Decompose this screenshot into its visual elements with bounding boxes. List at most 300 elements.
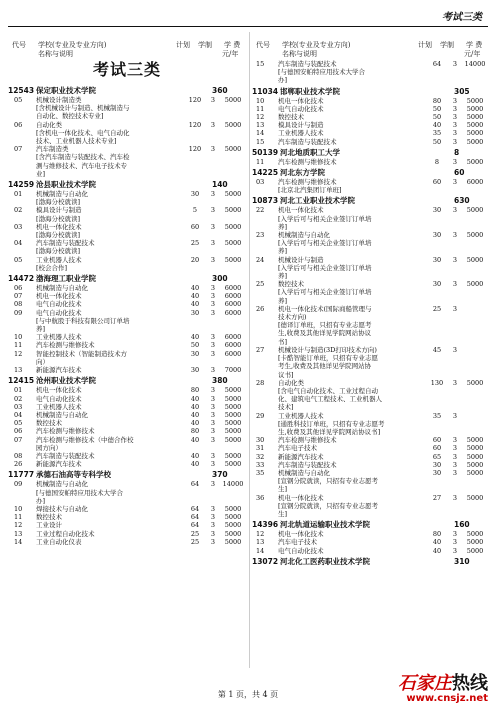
- right-list: [252, 60, 488, 567]
- major-line: [含电气自动化技术、工业过程自动: [278, 386, 379, 395]
- major-line: 机械制造与自动化: [278, 231, 330, 240]
- major-row: [8, 452, 246, 460]
- major-line: [入学后可与相关企业签订订单培: [278, 214, 372, 223]
- major-line: [渤海分校就读]: [36, 247, 81, 256]
- major-plan: 40: [432, 121, 442, 130]
- major-name: [36, 505, 184, 513]
- major-years: 3: [452, 468, 458, 477]
- major-name: [36, 395, 184, 403]
- school-code: 13072: [252, 556, 279, 566]
- major-plan: 50: [432, 104, 442, 113]
- major-name: [36, 427, 184, 435]
- major-line: 养]: [278, 272, 288, 281]
- major-code: 14: [14, 537, 23, 546]
- major-plan: 40: [432, 538, 442, 547]
- major-plan: 60: [190, 222, 200, 231]
- major-line: 园方向）: [36, 443, 62, 452]
- major-plan: 30: [432, 280, 442, 289]
- major-years: 3: [210, 386, 216, 395]
- col-plan: 计划: [176, 41, 190, 49]
- major-row: [252, 113, 488, 121]
- watermark-part1: 石家庄: [398, 673, 452, 694]
- major-row: [252, 231, 488, 256]
- major-line: 工业机器人技术: [36, 402, 82, 411]
- major-code: 10: [14, 333, 23, 342]
- major-row: [8, 190, 246, 206]
- major-code: 02: [14, 394, 23, 403]
- major-code: 09: [14, 480, 23, 489]
- major-plan: 35: [432, 129, 442, 138]
- major-plan: 40: [190, 410, 200, 419]
- major-row: [252, 494, 488, 519]
- major-plan: 8: [434, 157, 440, 166]
- major-years: 3: [452, 304, 458, 313]
- major-name: [278, 138, 426, 146]
- major-plan: 40: [190, 435, 200, 444]
- school-plan: 305: [454, 86, 470, 96]
- major-fee: 5000: [466, 121, 484, 130]
- col-fee-2: 元/年: [222, 50, 239, 58]
- major-name: [278, 60, 426, 85]
- major-line: 机械设计制造类: [36, 96, 82, 104]
- major-years: 3: [452, 538, 458, 547]
- major-row: [252, 444, 488, 452]
- major-years: 3: [210, 537, 216, 546]
- major-code: 06: [14, 120, 23, 129]
- major-line: 机电一体化技术: [36, 386, 82, 395]
- school-code: 11777: [8, 470, 35, 480]
- major-line: 考生,收费及其他详见学院网站协: [278, 362, 372, 371]
- major-years: 3: [452, 60, 458, 68]
- major-plan: 50: [432, 137, 442, 146]
- major-line: 新能源汽车技术: [278, 452, 324, 461]
- major-name: [278, 129, 426, 137]
- col-fee-1: 学 费: [466, 41, 483, 49]
- major-fee: 5000: [224, 410, 242, 419]
- major-name: [36, 403, 184, 411]
- major-row: [252, 412, 488, 437]
- major-line: 工业机器人技术: [278, 411, 324, 420]
- major-plan: 30: [190, 308, 200, 317]
- major-line: 数控技术: [278, 113, 304, 122]
- major-fee: 6000: [224, 300, 242, 309]
- major-row: [252, 346, 488, 379]
- major-line: 机电一体化技术: [36, 222, 82, 231]
- major-fee: [462, 305, 488, 346]
- school-code: 12543: [8, 86, 35, 95]
- major-code: 27: [256, 345, 265, 354]
- major-name: [278, 231, 426, 256]
- major-fee: 5000: [466, 129, 484, 138]
- major-row: [252, 453, 488, 461]
- school-header: [252, 148, 488, 158]
- major-line: 机械制造与自动化: [36, 190, 88, 199]
- major-line: 焊接技术与自动化: [36, 504, 88, 513]
- school-header: [8, 180, 246, 190]
- page-footer: 第 1 页，共 4 页: [217, 690, 279, 699]
- major-code: 35: [256, 468, 265, 477]
- major-name: [36, 538, 184, 546]
- major-plan: 5: [192, 206, 198, 215]
- school-name: 河北地质职工大学: [280, 147, 340, 157]
- major-plan: 30: [432, 255, 442, 264]
- major-name: [278, 305, 426, 346]
- major-fee: 5000: [466, 206, 484, 215]
- major-name: [278, 105, 426, 113]
- major-fee: 5000: [224, 460, 242, 469]
- major-code: 08: [14, 451, 23, 460]
- major-fee: 6000: [224, 333, 242, 342]
- major-years: 3: [452, 436, 458, 445]
- school-header: [8, 86, 246, 96]
- major-plan: 30: [432, 460, 442, 469]
- major-line: 工业自动化仪表: [36, 537, 82, 546]
- major-row: [8, 223, 246, 239]
- major-line: [宣钢分院就读，只招有专业志愿考: [278, 477, 379, 486]
- school-code: 11034: [252, 86, 279, 96]
- major-line: 办]: [36, 496, 46, 505]
- major-line: [校会合作]: [36, 263, 68, 272]
- major-plan: 40: [190, 333, 200, 342]
- left-list: [8, 86, 246, 546]
- major-code: 07: [14, 435, 23, 444]
- major-line: 电气自动化技术: [278, 104, 324, 113]
- major-plan: 80: [190, 427, 200, 436]
- school-plan: 8: [454, 147, 460, 157]
- school-code: 14225: [252, 168, 279, 178]
- major-fee: 5000: [466, 255, 484, 264]
- school-code: 50139: [252, 147, 279, 157]
- major-code: 05: [14, 96, 23, 104]
- major-plan: 40: [190, 402, 200, 411]
- major-code: 13: [256, 121, 265, 130]
- major-plan: 80: [190, 386, 200, 395]
- major-line: 技术、工业机器人技术专业]: [36, 137, 117, 146]
- major-years: 3: [452, 460, 458, 469]
- major-name: [36, 366, 184, 374]
- major-code: 12: [256, 113, 265, 122]
- major-code: 06: [14, 284, 23, 293]
- major-plan: 30: [190, 349, 200, 358]
- school-name: 承德石油高等专科学校: [36, 470, 111, 480]
- major-line: [与中航股于科技有限公司订单培: [36, 316, 130, 325]
- major-code: 10: [14, 504, 23, 513]
- major-line: 工业机器人技术: [36, 255, 82, 264]
- major-line: [与德国安帕特应用技术大学合: [36, 488, 124, 497]
- major-fee: 5000: [224, 222, 242, 231]
- major-fee: 5000: [224, 206, 242, 215]
- major-name: [36, 436, 184, 452]
- major-name: [278, 178, 426, 194]
- watermark-part2: 热线: [452, 673, 488, 694]
- major-fee: 5000: [466, 460, 484, 469]
- major-name: [36, 350, 184, 366]
- major-row: [252, 547, 488, 555]
- col-name-2: 名称与说明: [38, 50, 73, 58]
- col-fee-2: 元/年: [464, 50, 481, 58]
- major-plan: 65: [432, 452, 442, 461]
- major-code: 31: [256, 444, 265, 453]
- major-name: [36, 530, 184, 538]
- major-row: [8, 96, 246, 121]
- major-plan: 50: [432, 113, 442, 122]
- major-fee: 5000: [224, 386, 242, 395]
- major-years: 3: [210, 349, 216, 358]
- major-row: [8, 460, 246, 468]
- major-code: 12: [14, 349, 23, 358]
- major-years: 3: [210, 292, 216, 301]
- major-row: [8, 206, 246, 222]
- major-plan: 50: [190, 341, 200, 350]
- major-fee: 5000: [224, 96, 242, 104]
- major-code: 25: [256, 280, 265, 289]
- major-name: [36, 121, 184, 146]
- major-plan: 45: [432, 345, 442, 354]
- major-name: [36, 96, 184, 121]
- major-row: [252, 469, 488, 494]
- major-years: 3: [452, 206, 458, 215]
- major-line: 测与维修技术、汽车电子技术专: [36, 161, 127, 170]
- major-fee: 5000: [224, 513, 242, 522]
- major-plan: 40: [190, 292, 200, 301]
- major-plan: 40: [190, 300, 200, 309]
- school-code: 14259: [8, 180, 35, 190]
- major-line: 汽车制造与装配技术: [36, 451, 95, 460]
- major-years: 3: [452, 280, 458, 289]
- major-line: 议书]: [278, 370, 294, 379]
- major-line: 汽车检测与维修技术（中德合作校: [36, 435, 134, 444]
- major-name: [36, 256, 184, 272]
- major-row: [252, 60, 488, 85]
- major-code: 13: [14, 529, 23, 538]
- major-plan: 60: [432, 178, 442, 187]
- major-plan: 30: [190, 366, 200, 375]
- school-header: [8, 274, 246, 284]
- major-name: [36, 460, 184, 468]
- major-line: 电气自动化技术: [36, 394, 82, 403]
- major-code: 05: [14, 419, 23, 428]
- major-years: 3: [452, 444, 458, 453]
- major-row: [252, 178, 488, 194]
- school-plan: 310: [454, 556, 470, 566]
- major-line: 机械制造与自动化: [36, 284, 88, 293]
- major-line: 向）: [36, 357, 49, 366]
- major-line: 汽车制造类: [36, 145, 69, 154]
- major-line: [含机械设计与制造、机械制造与: [36, 104, 130, 113]
- major-plan: 25: [190, 537, 200, 546]
- major-line: 机电一体化技术: [278, 530, 324, 539]
- major-fee: 5000: [224, 255, 242, 264]
- major-fee: 5000: [466, 378, 484, 387]
- major-line: 自动化、数控技术专业]: [36, 112, 104, 121]
- major-line: 机械制造与自动化: [36, 480, 88, 489]
- major-fee: [462, 346, 488, 379]
- major-name: [36, 300, 184, 308]
- major-line: 自动化类: [36, 120, 62, 129]
- major-code: 13: [14, 366, 23, 375]
- major-plan: 40: [190, 394, 200, 403]
- major-line: 机电一体化技术: [278, 206, 324, 215]
- major-name: [36, 223, 184, 239]
- school-name: 沧县职业技术学院: [36, 180, 96, 190]
- watermark-logo: [398, 669, 488, 704]
- major-fee: 5000: [224, 521, 242, 530]
- major-code: 07: [14, 145, 23, 154]
- major-plan: 120: [188, 145, 202, 154]
- major-line: 新能源汽车技术: [36, 366, 82, 375]
- major-line: 工业机器人技术: [36, 333, 82, 342]
- school-plan: 370: [212, 470, 228, 480]
- major-fee: 5000: [466, 96, 484, 105]
- major-fee: 14000: [464, 60, 486, 68]
- major-fee: 5000: [224, 190, 242, 199]
- major-name: [36, 309, 184, 334]
- major-line: 机械设计与制造: [278, 255, 324, 264]
- major-name: [278, 547, 426, 555]
- major-years: 3: [210, 255, 216, 264]
- major-line: [渤海分校就读]: [36, 231, 81, 240]
- major-years: 3: [452, 104, 458, 113]
- major-code: 30: [256, 436, 265, 445]
- col-years: 学制: [198, 41, 212, 49]
- major-line: 汽车制造与装配技术: [36, 239, 95, 248]
- major-line: 技术方向): [278, 313, 307, 322]
- major-fee: 5000: [224, 529, 242, 538]
- major-line: 机电一体化技术: [36, 292, 82, 301]
- major-line: [渤海分校就读]: [36, 198, 81, 207]
- major-line: 模具设计与制造: [36, 206, 82, 215]
- major-line: 养]: [278, 296, 288, 305]
- major-line: 生,收费及其他详见学院网站协议书]: [278, 427, 381, 436]
- major-fee: 5000: [466, 530, 484, 539]
- major-line: 工业过程自动化技术: [36, 529, 95, 538]
- major-row: [252, 105, 488, 113]
- major-years: 3: [210, 222, 216, 231]
- major-fee: 5000: [466, 444, 484, 453]
- major-row: [252, 158, 488, 166]
- major-fee: 5000: [466, 468, 484, 477]
- major-fee: 5000: [466, 436, 484, 445]
- major-fee: 5000: [224, 427, 242, 436]
- major-fee: 5000: [224, 419, 242, 428]
- major-line: 汽车制造与装配技术: [278, 60, 337, 68]
- school-header: [252, 520, 488, 530]
- major-years: 3: [210, 300, 216, 309]
- col-code: 代号: [12, 41, 26, 49]
- major-plan: 20: [190, 255, 200, 264]
- major-years: 3: [210, 521, 216, 530]
- major-years: 3: [210, 341, 216, 350]
- major-row: [8, 530, 246, 538]
- major-fee: 5000: [466, 104, 484, 113]
- major-plan: 80: [432, 96, 442, 105]
- school-plan: 300: [212, 274, 228, 284]
- major-fee: 5000: [466, 452, 484, 461]
- major-code: 11: [14, 513, 23, 522]
- major-row: [8, 480, 246, 505]
- major-row: [8, 427, 246, 435]
- major-line: 生]: [278, 509, 288, 518]
- major-plan: 40: [432, 546, 442, 555]
- major-years: 3: [210, 333, 216, 342]
- major-code: 11: [256, 104, 265, 113]
- major-fee: 5000: [466, 538, 484, 547]
- major-years: 3: [210, 504, 216, 513]
- major-name: [278, 379, 426, 412]
- major-name: [278, 412, 426, 437]
- major-fee: 6000: [224, 341, 242, 350]
- major-years: 3: [210, 529, 216, 538]
- major-fee: 5000: [224, 239, 242, 248]
- major-code: 01: [14, 386, 23, 395]
- major-line: [通胜科技订单班，只招有专业志愿考: [278, 419, 385, 428]
- major-fee: 6000: [224, 349, 242, 358]
- major-line: 电气自动化技术: [278, 546, 324, 555]
- major-plan: 30: [432, 231, 442, 240]
- major-code: 14: [256, 129, 265, 138]
- school-name: 邯郸职业技术学院: [280, 86, 340, 96]
- major-row: [252, 379, 488, 412]
- major-line: 自动化类: [278, 378, 304, 387]
- major-line: [宣钢分院就读，只招有专业志愿考: [278, 501, 379, 510]
- major-row: [252, 206, 488, 231]
- major-name: [36, 480, 184, 505]
- school-plan: 630: [454, 196, 470, 206]
- major-line: 电气自动化技术: [36, 308, 82, 317]
- school-code: 14472: [8, 274, 35, 284]
- col-plan: 计划: [418, 41, 432, 49]
- major-name: [36, 411, 184, 419]
- major-years: 3: [452, 378, 458, 387]
- school-plan: 60: [454, 168, 465, 178]
- major-years: 3: [452, 96, 458, 105]
- major-row: [8, 386, 246, 394]
- major-line: 工业设计: [36, 521, 62, 530]
- major-years: 3: [210, 366, 216, 375]
- major-years: 3: [210, 284, 216, 293]
- major-code: 28: [256, 378, 265, 387]
- major-fee: 5000: [224, 394, 242, 403]
- school-plan: 140: [212, 180, 228, 190]
- major-code: 11: [14, 341, 23, 350]
- major-name: [278, 206, 426, 231]
- school-header: [252, 87, 488, 97]
- major-name: [278, 280, 426, 305]
- major-years: 3: [452, 178, 458, 187]
- major-name: [36, 190, 184, 206]
- major-code: 23: [256, 231, 265, 240]
- major-name: [278, 97, 426, 105]
- running-header: 考试三类: [442, 12, 482, 23]
- major-plan: 64: [432, 60, 442, 68]
- col-name-2: 名称与说明: [282, 50, 317, 58]
- school-name: 河北轨道运输职业技术学院: [280, 520, 370, 530]
- major-code: 04: [14, 410, 23, 419]
- major-code: 14: [256, 546, 265, 555]
- major-years: 3: [210, 435, 216, 444]
- major-line: 机电一体化技术(国际商船管理与: [278, 304, 372, 313]
- major-name: [36, 452, 184, 460]
- major-row: [252, 97, 488, 105]
- major-line: 电气自动化技术: [36, 300, 82, 309]
- major-years: 3: [452, 345, 458, 354]
- major-years: 3: [452, 231, 458, 240]
- major-name: [36, 145, 184, 178]
- major-years: 3: [210, 410, 216, 419]
- major-row: [8, 538, 246, 546]
- major-code: 02: [14, 206, 23, 215]
- major-fee: 7000: [224, 366, 242, 375]
